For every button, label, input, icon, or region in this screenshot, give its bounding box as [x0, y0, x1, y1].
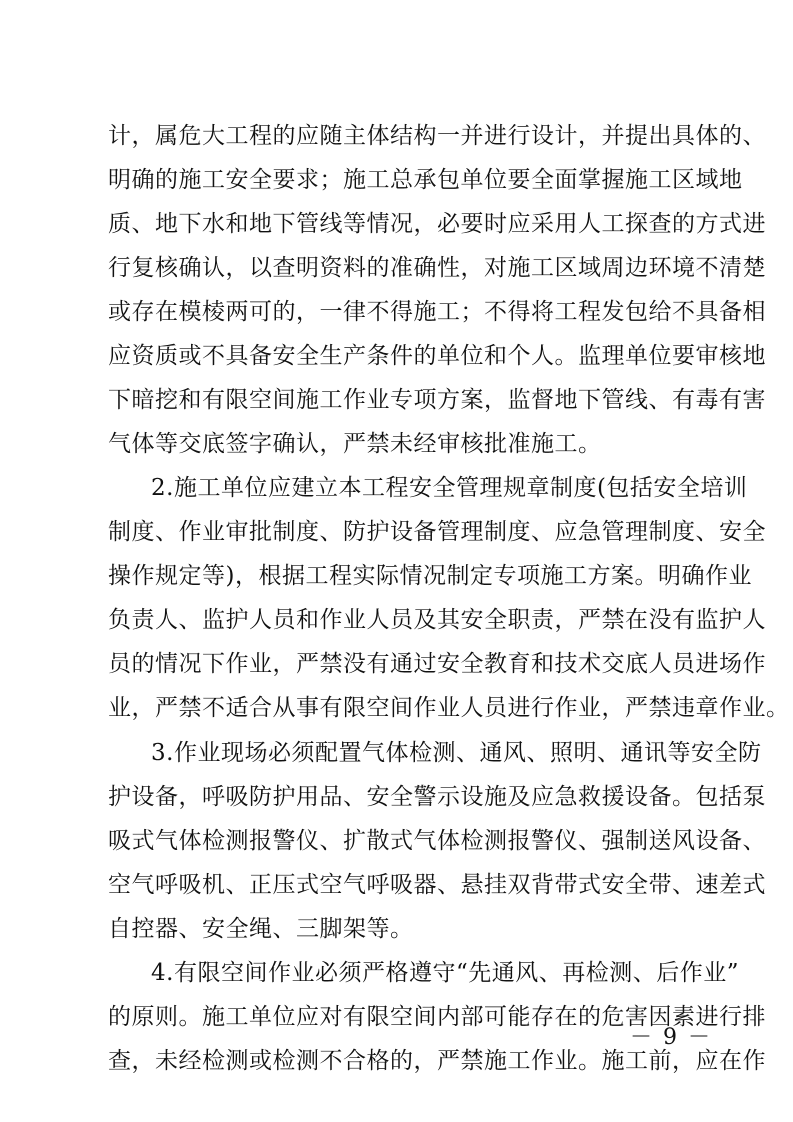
- text-line: 负责人、监护人员和作业人员及其安全职责，严禁在没有监护人: [108, 607, 766, 633]
- text-line: 护设备，呼吸防护用品、安全警示设施及应急救援设备。包括泵: [108, 784, 766, 810]
- text-line: 查，未经检测或检测不合格的，严禁施工作业。施工前，应在作: [108, 1048, 766, 1074]
- text-line: 或存在模棱两可的，一律不得施工；不得将工程发包给不具备相: [108, 299, 766, 325]
- text-line: 自控器、安全绳、三脚架等。: [108, 916, 414, 942]
- paragraph-first-line: 2.施工单位应建立本工程安全管理规章制度(包括安全培训: [151, 475, 748, 501]
- text-line: 行复核确认，以查明资料的准确性，对施工区域周边环境不清楚: [108, 255, 766, 281]
- text-line: 操作规定等)，根据工程实际情况制定专项施工方案。明确作业: [108, 563, 752, 589]
- text-line: 气体等交底签字确认，严禁未经审核批准施工。: [108, 431, 602, 457]
- text-line: 计，属危大工程的应随主体结构一并进行设计，并提出具体的、: [108, 123, 766, 149]
- text-line: 制度、作业审批制度、防护设备管理制度、应急管理制度、安全: [108, 519, 766, 545]
- text-line: 应资质或不具备安全生产条件的单位和个人。监理单位要审核地: [108, 343, 766, 369]
- text-line: 质、地下水和地下管线等情况，必要时应采用人工探查的方式进: [108, 211, 766, 237]
- page-number: － 9 －: [630, 1025, 712, 1050]
- paragraph-first-line: 3.作业现场必须配置气体检测、通风、照明、通讯等安全防: [151, 740, 762, 766]
- paragraph-first-line: 4.有限空间作业必须严格遵守“先通风、再检测、后作业”: [151, 960, 739, 986]
- text-line: 吸式气体检测报警仪、扩散式气体检测报警仪、强制送风设备、: [108, 828, 766, 854]
- text-line: 业，严禁不适合从事有限空间作业人员进行作业，严禁违章作业。: [108, 695, 790, 721]
- text-line: 空气呼吸机、正压式空气呼吸器、悬挂双背带式安全带、速差式: [108, 872, 766, 898]
- text-line: 明确的施工安全要求；施工总承包单位要全面掌握施工区域地: [108, 167, 743, 193]
- text-line: 的原则。施工单位应对有限空间内部可能存在的危害因素进行排: [108, 1004, 766, 1030]
- text-line: 员的情况下作业，严禁没有通过安全教育和技术交底人员进场作: [108, 651, 766, 677]
- text-line: 下暗挖和有限空间施工作业专项方案，监督地下管线、有毒有害: [108, 387, 766, 413]
